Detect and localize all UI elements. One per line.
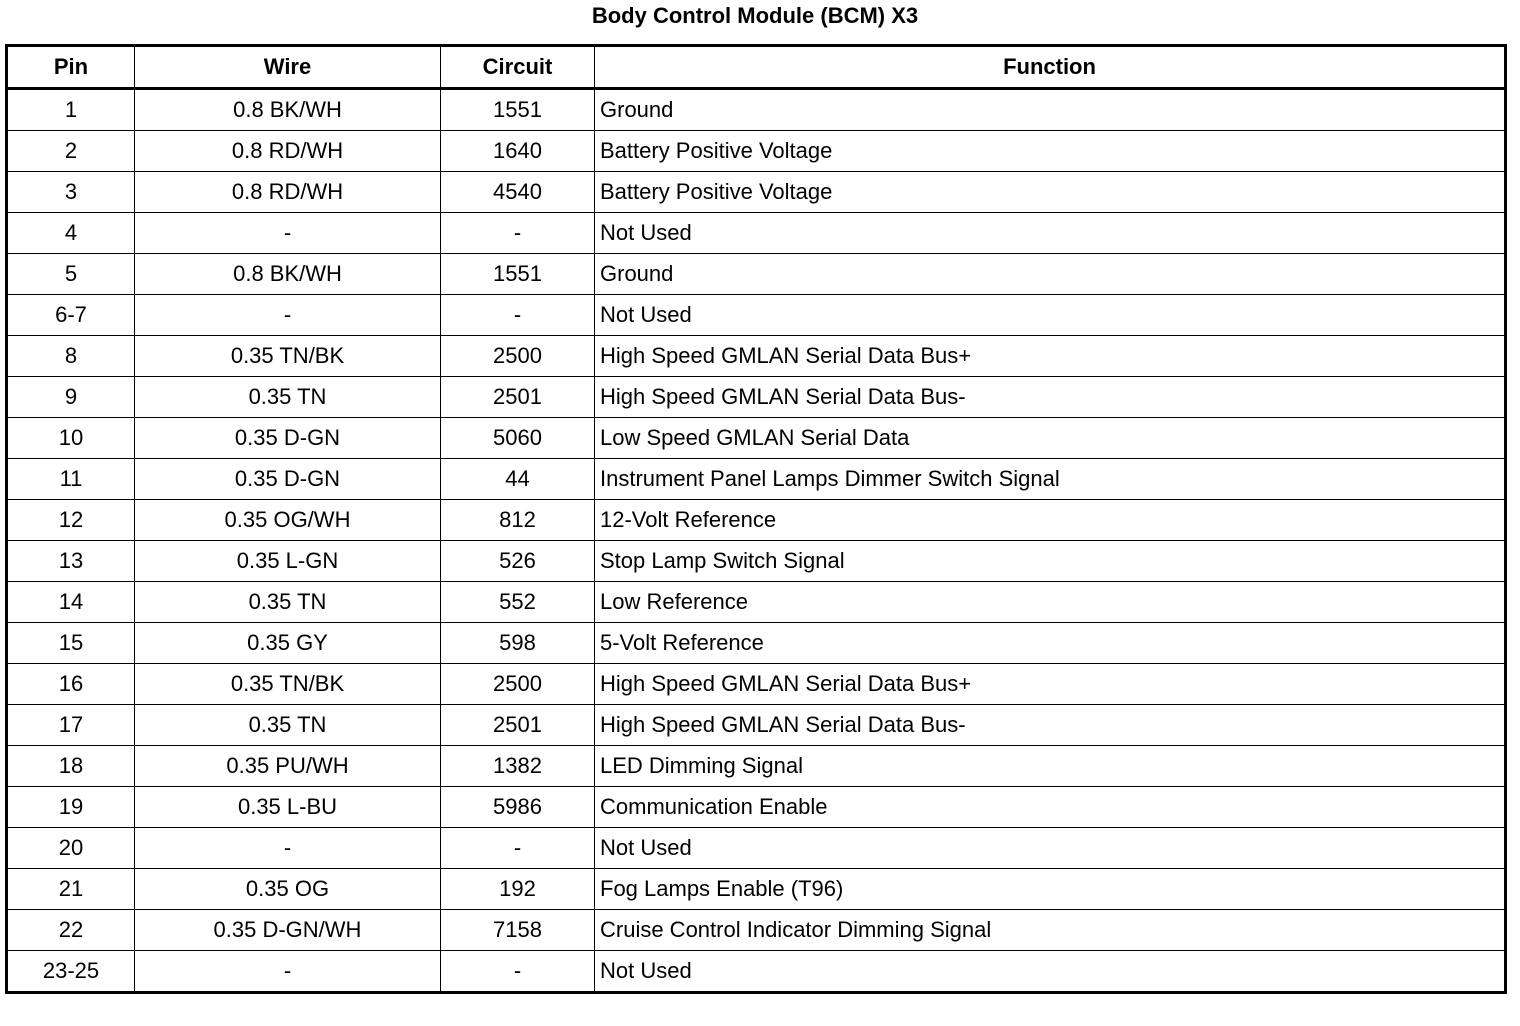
circuit-cell: 1640 (441, 131, 595, 172)
function-cell: Not Used (595, 295, 1506, 336)
circuit-cell: 526 (441, 541, 595, 582)
function-cell: Fog Lamps Enable (T96) (595, 869, 1506, 910)
pin-cell: 8 (7, 336, 135, 377)
table-row (7, 500, 1506, 541)
function-cell: Instrument Panel Lamps Dimmer Switch Signal (595, 459, 1506, 500)
column-header-function: Function (595, 46, 1506, 89)
wire-cell: 0.35 D-GN/WH (135, 910, 441, 951)
table-row (7, 828, 1506, 869)
table-row (7, 541, 1506, 582)
circuit-cell: 2501 (441, 705, 595, 746)
function-cell: Ground (595, 254, 1506, 295)
table-row (7, 131, 1506, 172)
table-row (7, 377, 1506, 418)
circuit-cell: 7158 (441, 910, 595, 951)
circuit-cell: 4540 (441, 172, 595, 213)
wire-cell: 0.35 TN (135, 705, 441, 746)
circuit-cell: 598 (441, 623, 595, 664)
wire-cell: 0.8 BK/WH (135, 89, 441, 131)
wire-cell: 0.35 D-GN (135, 459, 441, 500)
function-cell: Ground (595, 89, 1506, 131)
wire-cell: 0.35 TN (135, 377, 441, 418)
table-row (7, 213, 1506, 254)
table-row (7, 418, 1506, 459)
connector-pinout-table (5, 44, 1507, 994)
table-body (7, 89, 1506, 993)
table-row (7, 910, 1506, 951)
pin-cell: 17 (7, 705, 135, 746)
function-cell: Not Used (595, 951, 1506, 993)
column-header-circuit: Circuit (441, 46, 595, 89)
wire-cell: - (135, 951, 441, 993)
pin-cell: 10 (7, 418, 135, 459)
pin-cell: 16 (7, 664, 135, 705)
pin-cell: 23-25 (7, 951, 135, 993)
circuit-cell: 44 (441, 459, 595, 500)
circuit-cell: - (441, 828, 595, 869)
function-cell: High Speed GMLAN Serial Data Bus- (595, 377, 1506, 418)
function-cell: Cruise Control Indicator Dimming Signal (595, 910, 1506, 951)
wire-cell: 0.8 RD/WH (135, 172, 441, 213)
function-cell: Low Speed GMLAN Serial Data (595, 418, 1506, 459)
page-title: Body Control Module (BCM) X3 (591, 3, 919, 28)
column-header-pin: Pin (7, 46, 135, 89)
pin-cell: 5 (7, 254, 135, 295)
pin-cell: 20 (7, 828, 135, 869)
table-row (7, 664, 1506, 705)
circuit-cell: 5060 (441, 418, 595, 459)
pin-cell: 12 (7, 500, 135, 541)
circuit-cell: 812 (441, 500, 595, 541)
table-row (7, 459, 1506, 500)
circuit-cell: 2500 (441, 664, 595, 705)
function-cell: Communication Enable (595, 787, 1506, 828)
header-row (7, 46, 1506, 89)
function-cell: Low Reference (595, 582, 1506, 623)
table-header (7, 46, 1506, 89)
pin-cell: 1 (7, 89, 135, 131)
pin-cell: 19 (7, 787, 135, 828)
table-row (7, 705, 1506, 746)
table-row (7, 89, 1506, 131)
function-cell: Battery Positive Voltage (595, 172, 1506, 213)
function-cell: 12-Volt Reference (595, 500, 1506, 541)
circuit-cell: - (441, 213, 595, 254)
function-cell: Battery Positive Voltage (595, 131, 1506, 172)
function-cell: LED Dimming Signal (595, 746, 1506, 787)
circuit-cell: 1382 (441, 746, 595, 787)
function-cell: Stop Lamp Switch Signal (595, 541, 1506, 582)
wire-cell: 0.35 OG/WH (135, 500, 441, 541)
pin-cell: 4 (7, 213, 135, 254)
wire-cell: 0.35 D-GN (135, 418, 441, 459)
circuit-cell: 1551 (441, 89, 595, 131)
function-cell: Not Used (595, 828, 1506, 869)
circuit-cell: 552 (441, 582, 595, 623)
function-cell: Not Used (595, 213, 1506, 254)
column-header-wire: Wire (135, 46, 441, 89)
circuit-cell: 192 (441, 869, 595, 910)
function-cell: 5-Volt Reference (595, 623, 1506, 664)
pin-cell: 15 (7, 623, 135, 664)
circuit-cell: - (441, 295, 595, 336)
circuit-cell: - (441, 951, 595, 993)
wire-cell: 0.35 TN/BK (135, 336, 441, 377)
pin-cell: 22 (7, 910, 135, 951)
wire-cell: 0.35 OG (135, 869, 441, 910)
wire-cell: 0.35 GY (135, 623, 441, 664)
table-row (7, 869, 1506, 910)
wire-cell: 0.35 TN (135, 582, 441, 623)
table-row (7, 295, 1506, 336)
wire-cell: 0.35 L-GN (135, 541, 441, 582)
function-cell: High Speed GMLAN Serial Data Bus+ (595, 336, 1506, 377)
wire-cell: - (135, 828, 441, 869)
wire-cell: 0.8 RD/WH (135, 131, 441, 172)
function-cell: High Speed GMLAN Serial Data Bus- (595, 705, 1506, 746)
table-row (7, 254, 1506, 295)
table-row (7, 623, 1506, 664)
pin-cell: 18 (7, 746, 135, 787)
pin-cell: 11 (7, 459, 135, 500)
wire-cell: - (135, 213, 441, 254)
circuit-cell: 2500 (441, 336, 595, 377)
table-row (7, 172, 1506, 213)
pin-cell: 3 (7, 172, 135, 213)
wire-cell: - (135, 295, 441, 336)
circuit-cell: 2501 (441, 377, 595, 418)
wire-cell: 0.8 BK/WH (135, 254, 441, 295)
function-cell: High Speed GMLAN Serial Data Bus+ (595, 664, 1506, 705)
table-row (7, 746, 1506, 787)
pin-cell: 6-7 (7, 295, 135, 336)
wire-cell: 0.35 PU/WH (135, 746, 441, 787)
pin-cell: 2 (7, 131, 135, 172)
pin-cell: 9 (7, 377, 135, 418)
table-row (7, 336, 1506, 377)
circuit-cell: 1551 (441, 254, 595, 295)
circuit-cell: 5986 (441, 787, 595, 828)
pin-cell: 14 (7, 582, 135, 623)
pin-cell: 13 (7, 541, 135, 582)
table-row (7, 582, 1506, 623)
wire-cell: 0.35 L-BU (135, 787, 441, 828)
table-row (7, 787, 1506, 828)
table-row (7, 951, 1506, 993)
wire-cell: 0.35 TN/BK (135, 664, 441, 705)
pin-cell: 21 (7, 869, 135, 910)
